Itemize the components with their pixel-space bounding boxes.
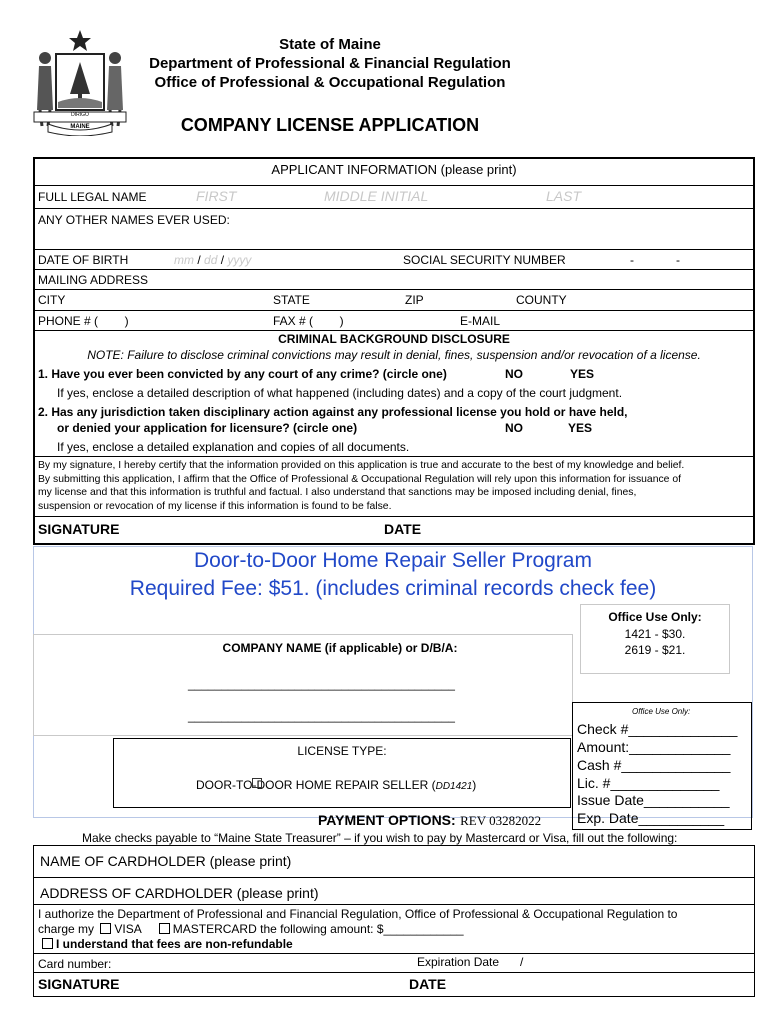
license-type-checkbox[interactable]: [252, 778, 262, 788]
program-fee: Required Fee: $51. (includes criminal records check fee): [129, 577, 657, 600]
signature-label: SIGNATURE: [38, 521, 120, 537]
question-2-yes[interactable]: YES: [568, 421, 593, 435]
office-use-small-title: Office Use Only:: [632, 707, 691, 716]
divider: [33, 456, 755, 457]
dob-field[interactable]: [174, 253, 251, 267]
divider: [33, 877, 755, 878]
divider: [33, 310, 755, 311]
date-label: DATE: [384, 521, 422, 537]
divider: [33, 208, 755, 209]
company-name-label: COMPANY NAME (if applicable) or D/B/A:: [222, 641, 458, 655]
divider: [33, 516, 755, 517]
header-office: Office of Professional & Occupational Regulation: [154, 74, 506, 91]
office-issue-date: Issue Date___________: [577, 792, 730, 808]
form-title: COMPANY LICENSE APPLICATION: [180, 115, 480, 135]
program-title: Door-to-Door Home Repair Seller Program: [194, 549, 592, 572]
authorization-line-1: I authorize the Department of Professional and Financial Regulation, Office of Professional & Occupational Regulation to: [38, 907, 678, 921]
header-state: State of Maine: [279, 36, 381, 53]
cardholder-name-label: NAME OF CARDHOLDER (please print): [40, 853, 292, 869]
divider: [33, 269, 755, 270]
company-name-line-1[interactable]: ________________________________________: [188, 677, 455, 691]
seal-motto: DIRIGO: [71, 112, 89, 118]
visa-label: VISA: [114, 922, 142, 936]
card-number-label: Card number:: [38, 957, 112, 971]
certification-line-1: By my signature, I hereby certify that the information provided on this application is true and accurate to the best of my knowledge and belief.: [38, 460, 685, 471]
last-name-field[interactable]: LAST: [546, 188, 582, 204]
license-type-text: DOOR-TO-DOOR HOME REPAIR SELLER (: [196, 778, 436, 792]
dob-year: yyyy: [227, 253, 252, 267]
amount-text: the following amount: $____________: [260, 922, 464, 936]
revision-code: REV 03282022: [460, 813, 542, 828]
zip-label: ZIP: [405, 293, 424, 307]
full-legal-name-label: FULL LEGAL NAME: [38, 190, 147, 204]
mastercard-label: MASTERCARD: [172, 922, 257, 936]
dob-slash: /: [197, 253, 201, 267]
payment-signature-label: SIGNATURE: [38, 976, 120, 992]
county-label: COUNTY: [516, 293, 567, 307]
license-type-value: [196, 778, 476, 792]
dob-slash: /: [220, 253, 225, 267]
company-name-line-2[interactable]: ________________________________________: [188, 709, 455, 723]
payment-title-row: [318, 812, 541, 830]
criminal-section-title: CRIMINAL BACKGROUND DISCLOSURE: [278, 332, 510, 346]
email-label: E-MAIL: [460, 314, 501, 328]
mastercard-checkbox[interactable]: [159, 923, 170, 934]
state-label: STATE: [273, 293, 310, 307]
nonrefundable-checkbox[interactable]: [42, 938, 53, 949]
certification-line-2: By submitting this application, I affirm that the Office of Professional & Occupational Regulation will rely upon this information for issuance of: [38, 474, 682, 485]
divider: [33, 953, 755, 954]
ssn-dash: -: [676, 253, 680, 267]
ssn-dash: -: [630, 253, 634, 267]
license-close-paren: ): [472, 778, 477, 792]
visa-checkbox[interactable]: [100, 923, 111, 934]
license-type-label: LICENSE TYPE:: [297, 744, 387, 758]
office-use-code-2: 2619 - $21.: [624, 643, 686, 657]
payment-instructions: Make checks payable to “Maine State Treasurer” – if you wish to pay by Mastercard or Visa, fill out the following:: [82, 831, 678, 845]
office-check: Check #______________: [577, 721, 738, 737]
certification-line-3: my license and that this information is truthful and factual. I also understand that sanctions may be imposed including denial, fines,: [38, 487, 637, 498]
question-1-followup: If yes, enclose a detailed description of what happened (including dates) and a copy of the court judgment.: [57, 386, 623, 400]
header-department: Department of Professional & Financial Regulation: [149, 55, 511, 72]
cardholder-address-label: ADDRESS OF CARDHOLDER (please print): [40, 885, 319, 901]
charge-my-text: charge my: [38, 922, 95, 936]
question-2-no[interactable]: NO: [505, 421, 523, 435]
authorization-line-2: [38, 922, 464, 936]
payment-date-label: DATE: [409, 976, 447, 992]
mailing-address-label: MAILING ADDRESS: [38, 273, 149, 287]
divider: [33, 249, 755, 250]
office-use-code-1: 1421 - $30.: [624, 627, 686, 641]
payment-options-title: PAYMENT OPTIONS:: [318, 812, 456, 828]
divider: [33, 972, 755, 973]
divider: [33, 185, 755, 186]
divider: [33, 904, 755, 905]
other-names-label: ANY OTHER NAMES EVER USED:: [38, 213, 230, 227]
office-use-title: Office Use Only:: [608, 610, 702, 624]
question-1-yes[interactable]: YES: [570, 367, 595, 381]
expiration-label: Expiration Date: [417, 955, 500, 969]
question-2-followup: If yes, enclose a detailed explanation and copies of all documents.: [57, 440, 410, 454]
divider: [33, 330, 755, 331]
office-lic: Lic. #______________: [577, 775, 720, 791]
divider: [33, 289, 755, 290]
seal-state-name: MAINE: [70, 124, 90, 130]
office-amount: Amount:_____________: [577, 739, 731, 755]
first-name-field[interactable]: FIRST: [196, 188, 237, 204]
dob-label: DATE OF BIRTH: [38, 253, 129, 267]
nonrefundable-text: I understand that fees are non-refundable: [56, 937, 293, 951]
middle-initial-field[interactable]: MIDDLE INITIAL: [324, 188, 429, 204]
office-exp-date: Exp. Date___________: [577, 810, 725, 826]
office-cash: Cash #______________: [577, 757, 731, 773]
certification-line-4: suspension or revocation of my license if this information is found to be false.: [38, 501, 392, 512]
expiration-slash: /: [520, 955, 524, 969]
criminal-note: NOTE: Failure to disclose criminal convictions may result in denial, fines, suspension and/or revocation of a license.: [87, 348, 701, 362]
license-code: DD1421: [435, 781, 473, 792]
question-1: 1. Have you ever been convicted by any court of any crime? (circle one): [38, 367, 447, 381]
dob-day: dd: [204, 253, 218, 267]
city-label: CITY: [38, 293, 66, 307]
fax-label: FAX # ( ): [273, 314, 344, 328]
phone-label: PHONE # ( ): [38, 314, 129, 328]
ssn-label: SOCIAL SECURITY NUMBER: [403, 253, 566, 267]
nonrefundable-row: [40, 937, 293, 951]
question-2-line-2: or denied your application for licensure? (circle one): [57, 421, 358, 435]
question-2-line-1: 2. Has any jurisdiction taken disciplinary action against any professional license you hold or have held,: [38, 405, 628, 419]
applicant-section-title: APPLICANT INFORMATION (please print): [271, 162, 517, 177]
question-1-no[interactable]: NO: [505, 367, 523, 381]
dob-month: mm: [174, 253, 194, 267]
